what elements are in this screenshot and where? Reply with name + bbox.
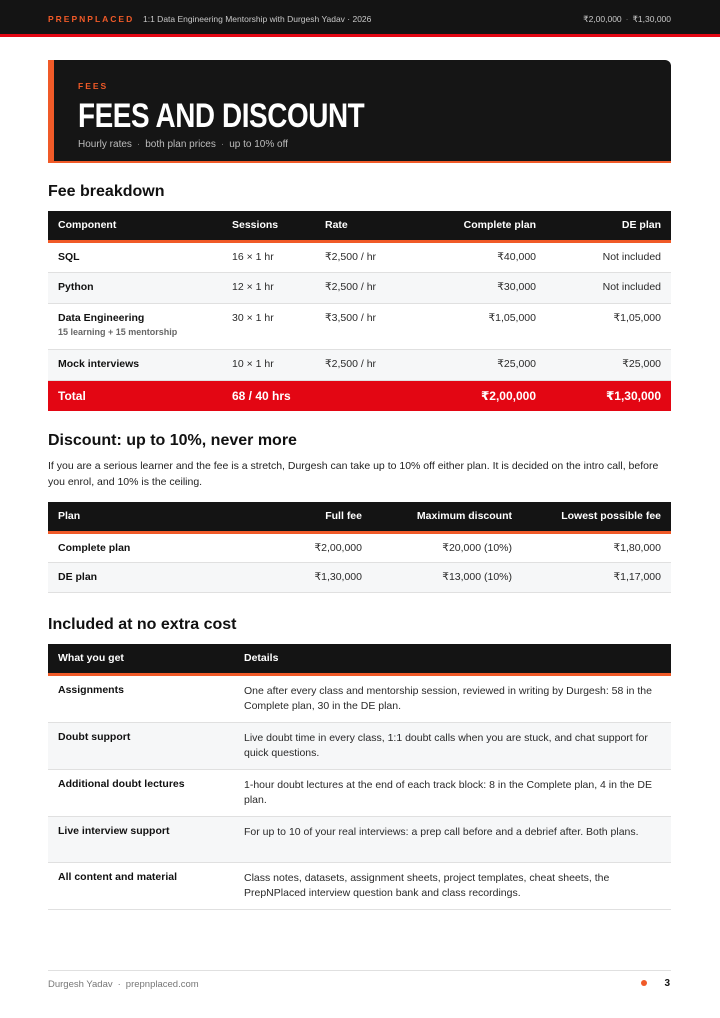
hero-banner — [48, 60, 671, 163]
table-cell: ₹2,500 / hr — [315, 272, 415, 303]
included-table — [48, 644, 671, 910]
table-cell: ₹25,000 — [415, 349, 546, 380]
hero-subtitle-part: both plan prices — [145, 139, 216, 150]
table-row — [48, 674, 671, 722]
footer-author: Durgesh Yadav — [48, 979, 113, 990]
table-row — [48, 241, 671, 272]
table-cell: ₹1,05,000 — [415, 303, 546, 349]
table-cell: 12 × 1 hr — [222, 272, 315, 303]
table-cell: ₹13,000 (10%) — [372, 562, 522, 592]
page-number: 3 — [664, 978, 670, 989]
table-cell: ₹3,500 / hr — [315, 303, 415, 349]
hero-subtitle-separator: · — [220, 139, 225, 150]
fee-breakdown-table — [48, 211, 671, 411]
table-cell: 16 × 1 hr — [222, 241, 315, 272]
table-cell: ₹2,500 / hr — [315, 349, 415, 380]
table-cell: Live doubt time in every class, 1:1 doubt calls when you are stuck, and chat support for quick questions. — [234, 722, 671, 769]
footer-separator: · — [117, 979, 121, 990]
table-row — [48, 816, 671, 862]
total-row — [48, 380, 671, 411]
component-name: Data Engineering — [58, 311, 145, 324]
table-cell: ₹1,17,000 — [522, 562, 671, 592]
column-header: Plan — [48, 502, 268, 532]
table-cell: For up to 10 of your real interviews: a prep call before and a debrief after. Both plans. — [234, 816, 671, 862]
table-cell: ₹40,000 — [415, 241, 546, 272]
top-bar — [0, 0, 720, 37]
footer-accent-dot-icon — [641, 980, 647, 986]
table-cell: ₹1,30,000 — [268, 562, 372, 592]
header-price-separator: · — [625, 14, 629, 24]
document-title: 1:1 Data Engineering Mentorship with Durgesh Yadav · 2026 — [143, 14, 372, 24]
discount-heading: Discount: up to 10%, never more — [48, 432, 297, 449]
table-cell: Class notes, datasets, assignment sheets, project templates, cheat sheets, the PrepNPlaced interview question bank and class recordings. — [234, 862, 671, 909]
column-header: Lowest possible fee — [522, 502, 671, 532]
table-cell: 1-hour doubt lectures at the end of each track block: 8 in the Complete plan, 4 in the DE plan. — [234, 769, 671, 816]
total-de: ₹1,30,000 — [546, 380, 671, 411]
table-row — [48, 303, 671, 349]
column-header: DE plan — [546, 211, 671, 241]
table-cell: ₹25,000 — [546, 349, 671, 380]
column-header: Maximum discount — [372, 502, 522, 532]
column-header: Sessions — [222, 211, 315, 241]
table-row — [48, 349, 671, 380]
table-cell: ₹20,000 (10%) — [372, 532, 522, 562]
table-cell: Python — [48, 272, 222, 303]
table-cell: ₹2,500 / hr — [315, 241, 415, 272]
column-header: Component — [48, 211, 222, 241]
hero-subtitle-part: Hourly rates — [78, 139, 132, 150]
total-sessions: 68 / 40 hrs — [222, 380, 315, 411]
table-cell: ₹1,80,000 — [522, 532, 671, 562]
column-header: What you get — [48, 644, 234, 674]
footer-site-link[interactable]: prepnplaced.com — [125, 979, 199, 990]
table-cell: Additional doubt lectures — [48, 769, 234, 816]
component-note: 15 learning + 15 mentorship — [58, 326, 178, 337]
total-empty-cell — [315, 380, 415, 411]
header-prices — [583, 14, 671, 25]
hero-eyebrow: FEES — [78, 81, 109, 91]
hero-subtitle — [78, 139, 288, 150]
table-cell: Complete plan — [48, 532, 268, 562]
table-cell: Live interview support — [48, 816, 234, 862]
discount-table — [48, 502, 671, 593]
table-cell — [48, 303, 222, 349]
table-cell: SQL — [48, 241, 222, 272]
table-cell: 30 × 1 hr — [222, 303, 315, 349]
table-cell: Not included — [546, 272, 671, 303]
table-header-row — [48, 644, 671, 674]
table-row — [48, 862, 671, 909]
column-header: Complete plan — [415, 211, 546, 241]
table-row — [48, 722, 671, 769]
column-header: Rate — [315, 211, 415, 241]
total-label: Total — [48, 380, 222, 411]
included-heading: Included at no extra cost — [48, 616, 237, 633]
column-header: Details — [234, 644, 671, 674]
page-title: FEES AND DISCOUNT — [78, 97, 365, 135]
discount-paragraph: If you are a serious learner and the fee is a stretch, Durgesh can take up to 10% off either plan. It is decided on the intro call, before you enrol, and 10% is the ceiling. — [48, 460, 659, 488]
table-header-row — [48, 211, 671, 241]
hero-subtitle-separator: · — [136, 139, 141, 150]
table-cell: ₹2,00,000 — [268, 532, 372, 562]
table-cell: All content and material — [48, 862, 234, 909]
table-cell: ₹1,05,000 — [546, 303, 671, 349]
brand-logo-text: PREPNPLACED — [48, 14, 135, 24]
footer-divider — [48, 970, 671, 971]
table-row — [48, 769, 671, 816]
table-row — [48, 532, 671, 562]
table-cell: DE plan — [48, 562, 268, 592]
table-row — [48, 272, 671, 303]
fee-breakdown-heading: Fee breakdown — [48, 183, 165, 200]
header-price-de: ₹1,30,000 — [632, 14, 671, 24]
table-row — [48, 562, 671, 592]
table-header-row — [48, 502, 671, 532]
table-cell: Not included — [546, 241, 671, 272]
column-header: Full fee — [268, 502, 372, 532]
table-cell: Assignments — [48, 674, 234, 722]
table-cell: ₹30,000 — [415, 272, 546, 303]
hero-subtitle-part: up to 10% off — [229, 139, 288, 150]
total-complete: ₹2,00,000 — [415, 380, 546, 411]
header-price-complete: ₹2,00,000 — [583, 14, 622, 24]
table-cell: One after every class and mentorship session, reviewed in writing by Durgesh: 58 in the Complete plan, 30 in the DE plan. — [234, 674, 671, 722]
footer-credit — [48, 979, 199, 990]
table-cell: Mock interviews — [48, 349, 222, 380]
table-cell: Doubt support — [48, 722, 234, 769]
table-cell: 10 × 1 hr — [222, 349, 315, 380]
